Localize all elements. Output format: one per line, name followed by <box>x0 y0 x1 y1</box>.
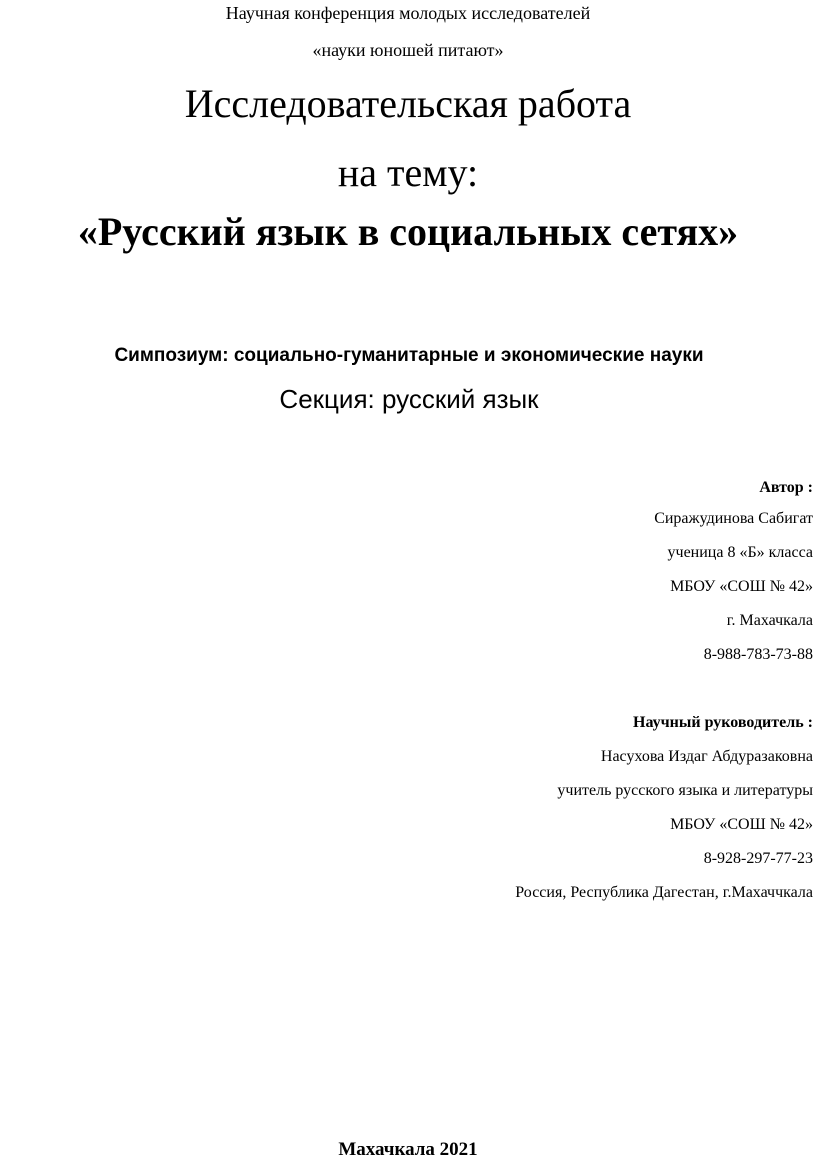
conference-motto: «науки юношей питают» <box>312 40 504 60</box>
work-type-heading: Исследовательская работа <box>184 81 632 126</box>
author-grade: ученица 8 «Б» класса <box>667 544 813 561</box>
place-year-footer: Махачкала 2021 <box>338 1139 478 1160</box>
supervisor-label: Научный руководитель : <box>633 714 813 731</box>
supervisor-phone: 8-928-297-77-23 <box>703 850 813 867</box>
author-phone: 8-988-783-73-88 <box>703 646 813 663</box>
topic-title: «Русский язык в социальных сетях» <box>77 209 739 254</box>
author-name: Сиражудинова Сабигат <box>654 510 813 527</box>
author-city: г. Махачкала <box>726 612 813 629</box>
symposium-line: Симпозиум: социально-гуманитарные и экономические науки <box>114 345 704 366</box>
supervisor-role: учитель русского языка и литературы <box>557 782 813 799</box>
section-line: Секция: русский язык <box>279 384 539 414</box>
on-topic-heading: на тему: <box>337 150 479 195</box>
conference-name: Научная конференция молодых исследователей <box>225 3 591 23</box>
supervisor-location: Россия, Республика Дагестан, г.Махаччкала <box>515 884 813 901</box>
supervisor-name: Насухова Издаг Абдуразаковна <box>600 748 813 765</box>
supervisor-school: МБОУ «СОШ № 42» <box>670 816 813 833</box>
author-label: Автор : <box>759 479 813 496</box>
author-school: МБОУ «СОШ № 42» <box>670 578 813 595</box>
